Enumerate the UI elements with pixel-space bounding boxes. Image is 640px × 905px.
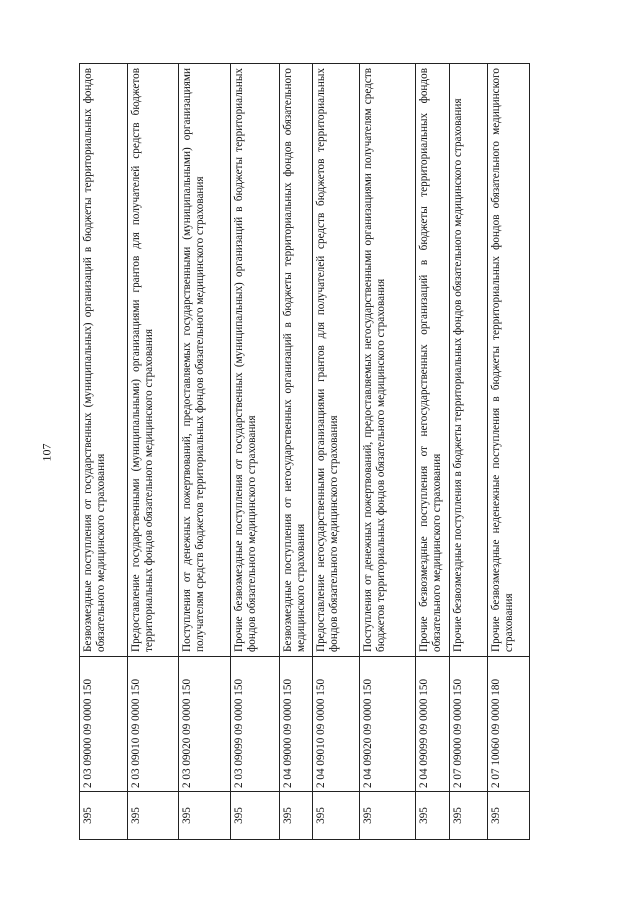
table-row <box>450 64 488 840</box>
description-cell: Прочие безвозмездные неденежные поступления в бюджеты территориальных фондов обязательного медицинского страхования <box>488 64 530 657</box>
description-cell: Предоставление государственными (муниципальными) организациями грантов для получателей средств бюджетов территориальных фондов обязательного медицинского страхования <box>128 64 179 657</box>
admin-code-cell: 395 <box>416 792 450 840</box>
admin-code-cell: 395 <box>128 792 179 840</box>
description-cell: Прочие безвозмездные поступления от негосударственных организаций в бюджеты территориальных фондов обязательного медицинского страхования <box>416 64 450 657</box>
table-row <box>488 64 530 840</box>
admin-code-cell: 395 <box>488 792 530 840</box>
description-cell: Поступления от денежных пожертвований, предоставляемых государственными (муниципальными) организациями получателям средств бюджетов территориальных фондов обязательного медицинского страхования <box>179 64 231 657</box>
admin-code-cell: 395 <box>360 792 416 840</box>
classification-code-cell: 2 03 09099 09 0000 150 <box>231 657 280 792</box>
table-row <box>416 64 450 840</box>
classification-code-cell: 2 04 09020 09 0000 150 <box>360 657 416 792</box>
classification-code-cell: 2 03 09020 09 0000 150 <box>179 657 231 792</box>
document-table-area <box>79 63 529 840</box>
table-row <box>231 64 280 840</box>
classification-code-cell: 2 04 09099 09 0000 150 <box>416 657 450 792</box>
admin-code-cell: 395 <box>80 792 128 840</box>
revenue-codes-table <box>79 63 530 840</box>
admin-code-cell: 395 <box>231 792 280 840</box>
table-row <box>313 64 360 840</box>
classification-code-cell: 2 04 09010 09 0000 150 <box>313 657 360 792</box>
description-cell: Предоставление негосударственными организациями грантов для получателей средств бюджетов территориальных фондов обязательного медицинского страхования <box>313 64 360 657</box>
description-cell: Безвозмездные поступления от государственных (муниципальных) организаций в бюджеты территориальных фондов обязательного медицинского страхования <box>80 64 128 657</box>
classification-code-cell: 2 04 09000 09 0000 150 <box>280 657 313 792</box>
admin-code-cell: 395 <box>313 792 360 840</box>
table-row <box>179 64 231 840</box>
classification-code-cell: 2 07 10060 09 0000 180 <box>488 657 530 792</box>
classification-code-cell: 2 07 09000 09 0000 150 <box>450 657 488 792</box>
rotated-table-container <box>79 63 529 840</box>
admin-code-cell: 395 <box>280 792 313 840</box>
admin-code-cell: 395 <box>450 792 488 840</box>
classification-code-cell: 2 03 09000 09 0000 150 <box>80 657 128 792</box>
description-cell: Безвозмездные поступления от негосударственных организаций в бюджеты территориальных фондов обязательного медицинского страхования <box>280 64 313 657</box>
table-row <box>80 64 128 840</box>
table-row <box>128 64 179 840</box>
admin-code-cell: 395 <box>179 792 231 840</box>
classification-code-cell: 2 03 09010 09 0000 150 <box>128 657 179 792</box>
description-cell: Прочие безвозмездные поступления в бюджеты территориальных фондов обязательного медицинского страхования <box>450 64 488 657</box>
table-row <box>360 64 416 840</box>
description-cell: Прочие безвозмездные поступления от государственных (муниципальных) организаций в бюджеты территориальных фондов обязательного медицинского страхования <box>231 64 280 657</box>
table-row <box>280 64 313 840</box>
description-cell: Поступления от денежных пожертвований, предоставляемых негосударственными организациями получателям средств бюджетов территориальных фондов обязательного медицинского страхования <box>360 64 416 657</box>
page-number: 107 <box>39 443 54 462</box>
